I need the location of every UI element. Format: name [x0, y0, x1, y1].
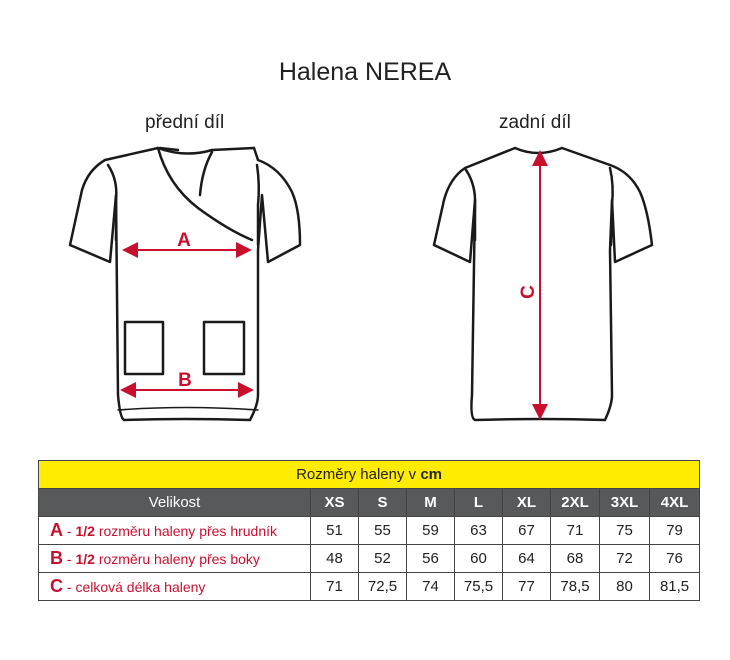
- row-fraction: 1/2: [75, 551, 95, 567]
- table-cell: 75: [600, 517, 650, 545]
- size-header-cell: 2XL: [551, 489, 600, 517]
- table-cell: 76: [650, 545, 700, 573]
- size-table: [38, 460, 700, 601]
- page-title: Halena NEREA: [278, 58, 452, 86]
- row-description: [39, 517, 311, 545]
- table-cell: 56: [407, 545, 455, 573]
- row-text: rozměru haleny přes boky: [98, 551, 260, 567]
- table-caption: [39, 461, 700, 489]
- row-description: [39, 573, 311, 601]
- row-letter: B: [50, 548, 63, 568]
- size-header-cell: 3XL: [600, 489, 650, 517]
- table-cell: 67: [503, 517, 551, 545]
- back-view-label: zadní díl: [499, 112, 571, 133]
- table-cell: 78,5: [551, 573, 600, 601]
- table-row: [39, 517, 700, 545]
- table-cell: 72: [600, 545, 650, 573]
- row-text: celková délka haleny: [75, 579, 206, 595]
- marker-b-label: B: [178, 370, 192, 391]
- table-cell: 55: [359, 517, 407, 545]
- table-cell: 68: [551, 545, 600, 573]
- front-view-label: přední díl: [145, 112, 225, 133]
- table-cell: 72,5: [359, 573, 407, 601]
- table-cell: 79: [650, 517, 700, 545]
- row-description: [39, 545, 311, 573]
- table-cell: 74: [407, 573, 455, 601]
- row-dash: -: [66, 551, 72, 567]
- row-letter: A: [50, 520, 63, 540]
- table-cell: 51: [311, 517, 359, 545]
- row-dash: -: [66, 523, 72, 539]
- table-cell: 60: [455, 545, 503, 573]
- table-cell: 80: [600, 573, 650, 601]
- table-cell: 81,5: [650, 573, 700, 601]
- row-letter: C: [50, 576, 63, 596]
- table-cell: 71: [311, 573, 359, 601]
- caption-unit: cm: [420, 466, 442, 483]
- row-fraction: 1/2: [75, 523, 95, 539]
- size-header-cell: M: [407, 489, 455, 517]
- size-header-cell: XS: [311, 489, 359, 517]
- table-header-row: [39, 489, 700, 517]
- size-header-cell: L: [455, 489, 503, 517]
- table-cell: 59: [407, 517, 455, 545]
- table-cell: 48: [311, 545, 359, 573]
- table-cell: 71: [551, 517, 600, 545]
- table-cell: 63: [455, 517, 503, 545]
- size-header-cell: S: [359, 489, 407, 517]
- size-header-cell: XL: [503, 489, 551, 517]
- caption-text: Rozměry haleny v: [296, 466, 417, 483]
- row-text: rozměru haleny přes hrudník: [98, 523, 278, 539]
- size-header-label: Velikost: [39, 489, 311, 517]
- row-dash: -: [66, 579, 72, 595]
- size-header-cell: 4XL: [650, 489, 700, 517]
- marker-c-label: C: [518, 285, 539, 299]
- table-cell: 77: [503, 573, 551, 601]
- table-row: [39, 573, 700, 601]
- table-cell: 52: [359, 545, 407, 573]
- table-row: [39, 545, 700, 573]
- marker-a-label: A: [177, 230, 191, 251]
- table-cell: 75,5: [455, 573, 503, 601]
- table-cell: 64: [503, 545, 551, 573]
- back-shirt-outline: [434, 148, 652, 420]
